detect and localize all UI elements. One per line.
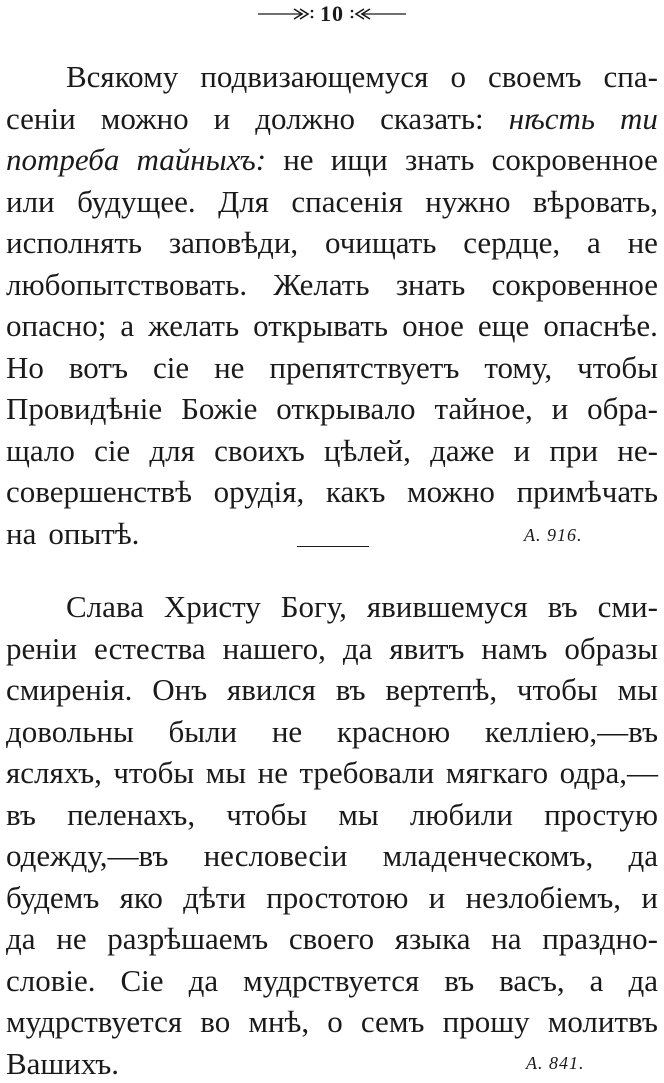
word: своихъ <box>214 432 305 468</box>
word: простую <box>544 796 658 832</box>
word: а <box>589 962 604 998</box>
word: мы <box>205 755 247 790</box>
word: обра- <box>587 391 658 426</box>
word: опасно; <box>6 308 107 343</box>
word: не <box>271 713 303 749</box>
word: спасенія <box>291 183 403 219</box>
word: праздно- <box>542 921 658 956</box>
word: мы <box>617 672 658 707</box>
word: въ <box>547 589 578 624</box>
word: оное <box>402 308 464 343</box>
word: мнѣ, <box>248 1004 310 1039</box>
word: и <box>551 391 569 426</box>
passage-1-signature: А. 916. <box>524 525 583 545</box>
word: Слава <box>66 589 144 624</box>
text-line <box>6 432 658 470</box>
text-line <box>6 920 658 958</box>
word: вертепѣ, <box>385 672 498 707</box>
word: сіе <box>152 349 190 385</box>
word: подвизающемуся <box>200 59 429 94</box>
text-line <box>6 307 658 345</box>
word: Божіе <box>181 391 258 426</box>
word: нужно <box>425 183 511 219</box>
text-line <box>6 473 658 511</box>
word: смиренія. <box>6 672 133 707</box>
word: семъ <box>360 1004 425 1039</box>
word: да <box>628 838 658 873</box>
word: намъ <box>481 630 548 666</box>
left-ornament-icon <box>258 7 314 21</box>
word: чтобы <box>113 755 195 790</box>
word: любили <box>409 796 513 832</box>
word: васъ, <box>499 962 565 998</box>
text-line <box>6 879 658 917</box>
word: орудія, <box>213 474 305 509</box>
word: совершенствѣ <box>6 474 192 509</box>
word: и <box>428 879 446 915</box>
word: да <box>6 921 36 956</box>
word: своемъ <box>488 59 582 94</box>
word: какъ <box>325 474 386 509</box>
text-line <box>6 141 658 179</box>
word: исполнять <box>6 225 143 260</box>
word: на <box>6 515 37 551</box>
word: знать <box>404 142 475 177</box>
word: сокровенное <box>491 142 658 177</box>
word: пеленахъ, <box>67 796 196 832</box>
text-line <box>66 588 658 626</box>
word: сіе <box>94 432 131 468</box>
text-line <box>6 183 658 221</box>
italic-word: потреба <box>6 142 120 177</box>
word: разрѣшаемъ <box>107 921 269 956</box>
word: сеніи <box>6 100 76 136</box>
word: и <box>641 879 658 915</box>
word: явившемуся <box>366 589 528 624</box>
word: не <box>257 755 288 790</box>
text-line <box>6 837 658 875</box>
section-divider <box>297 546 369 547</box>
word: мягкаго <box>445 755 549 790</box>
word: да <box>628 962 658 998</box>
word: Христу <box>163 589 261 624</box>
word: явился <box>226 672 316 707</box>
word: мудрствуется <box>243 962 420 998</box>
word: нашего, <box>222 630 326 666</box>
text-line <box>6 962 658 1000</box>
word: очищать <box>325 225 437 260</box>
word: не <box>214 349 245 385</box>
word: опаснѣе. <box>543 308 658 343</box>
word: Для <box>218 183 269 219</box>
text-line <box>6 713 658 751</box>
word: были <box>168 713 238 749</box>
word: одежду,—въ <box>6 838 169 873</box>
word: примѣчать <box>516 474 658 509</box>
word: красною <box>336 713 451 749</box>
word: чтобы <box>577 349 658 385</box>
page-number: 10 <box>320 1 344 26</box>
word: заповѣди, <box>168 225 299 260</box>
word: на <box>491 921 522 956</box>
word: знать <box>395 266 466 302</box>
page-header <box>0 2 664 26</box>
text-line <box>6 349 658 387</box>
word: одра,— <box>559 755 658 790</box>
word: открывать <box>253 308 389 343</box>
word: а <box>120 308 135 343</box>
word: своего <box>288 921 375 956</box>
word: сердце, <box>463 225 561 260</box>
word: явитъ <box>389 630 465 666</box>
word: вотъ <box>68 349 128 385</box>
word: будущее. <box>77 183 196 219</box>
italic-word: ти <box>620 100 658 136</box>
text-line <box>6 1003 658 1041</box>
word: и <box>513 432 531 468</box>
word: келліею,—въ <box>484 713 658 749</box>
word: дѣти <box>183 879 246 915</box>
word: Сіе <box>120 962 164 998</box>
word: для <box>149 432 195 468</box>
word: требовали <box>299 755 435 790</box>
word: не <box>627 225 658 260</box>
word: прошу <box>442 1004 530 1039</box>
text-line <box>6 390 658 428</box>
word: открывало <box>276 391 416 426</box>
passage-2-signature: А. 841. <box>526 1053 585 1073</box>
word: во <box>200 1004 231 1039</box>
word: яко <box>119 879 163 915</box>
word: ищи <box>330 142 388 177</box>
word: Желать <box>273 266 370 302</box>
word: Богу, <box>280 589 347 624</box>
word: языка <box>394 921 471 956</box>
word: или <box>6 183 55 219</box>
word: сокровенное <box>491 266 658 302</box>
word: о <box>327 1004 343 1039</box>
text-line <box>6 224 658 262</box>
word: образы <box>564 630 658 666</box>
word: незлобіемъ, <box>465 879 622 915</box>
word: мы <box>338 796 379 832</box>
word: младенческомъ, <box>382 838 594 873</box>
word: тому, <box>484 349 553 385</box>
text-line <box>6 796 658 834</box>
text-line <box>6 100 658 138</box>
word: не <box>283 142 314 177</box>
text-line <box>66 58 658 96</box>
word: опытѣ. <box>48 515 140 551</box>
word: еще <box>477 308 530 343</box>
word: цѣлей, <box>323 432 411 468</box>
word: молитвъ <box>547 1004 658 1039</box>
word: простотою <box>266 879 409 915</box>
word: чтобы <box>226 796 308 832</box>
word: любопытствовать. <box>6 266 248 302</box>
text-line <box>6 754 658 792</box>
word: сказать: <box>380 100 484 136</box>
right-ornament-icon <box>350 7 406 21</box>
word: тайное, <box>434 391 533 426</box>
word: въ <box>6 796 36 832</box>
word: мудрствуется <box>6 1004 183 1039</box>
word: и <box>213 100 231 136</box>
word: реніи <box>6 630 78 666</box>
word: въ <box>335 672 366 707</box>
word: Но <box>6 349 44 385</box>
word: сми- <box>597 589 658 624</box>
word: чтобы <box>516 672 598 707</box>
word: можно <box>100 100 189 136</box>
word: о <box>450 59 466 94</box>
word: да <box>188 962 219 998</box>
italic-word: нѣсть <box>508 100 596 136</box>
word: Вашихъ. <box>6 1045 119 1081</box>
word: желать <box>148 308 240 343</box>
word: несловесіи <box>203 838 348 873</box>
word: естества <box>94 630 206 666</box>
word: довольны <box>6 713 134 749</box>
word: а <box>586 225 601 260</box>
word: препятствуетъ <box>269 349 460 385</box>
word: въ <box>444 962 475 998</box>
word: да <box>342 630 373 666</box>
word: Онъ <box>152 672 208 707</box>
text-line <box>6 630 658 668</box>
word: Всякому <box>66 59 179 94</box>
italic-word: тайныхъ: <box>136 142 267 177</box>
word: ясляхъ, <box>6 755 102 790</box>
word: будемъ <box>6 879 100 915</box>
word: при <box>549 432 599 468</box>
word: Провидѣніе <box>6 391 163 426</box>
text-line <box>6 266 658 304</box>
word: даже <box>430 432 495 468</box>
word: можно <box>407 474 495 509</box>
word: должно <box>255 100 356 136</box>
word: не- <box>617 432 658 468</box>
word: вѣровать, <box>532 183 658 219</box>
word: словіе. <box>6 962 96 998</box>
text-line <box>6 671 658 709</box>
word: не <box>56 921 87 956</box>
word: спа- <box>603 59 658 94</box>
word: щало <box>6 432 75 468</box>
